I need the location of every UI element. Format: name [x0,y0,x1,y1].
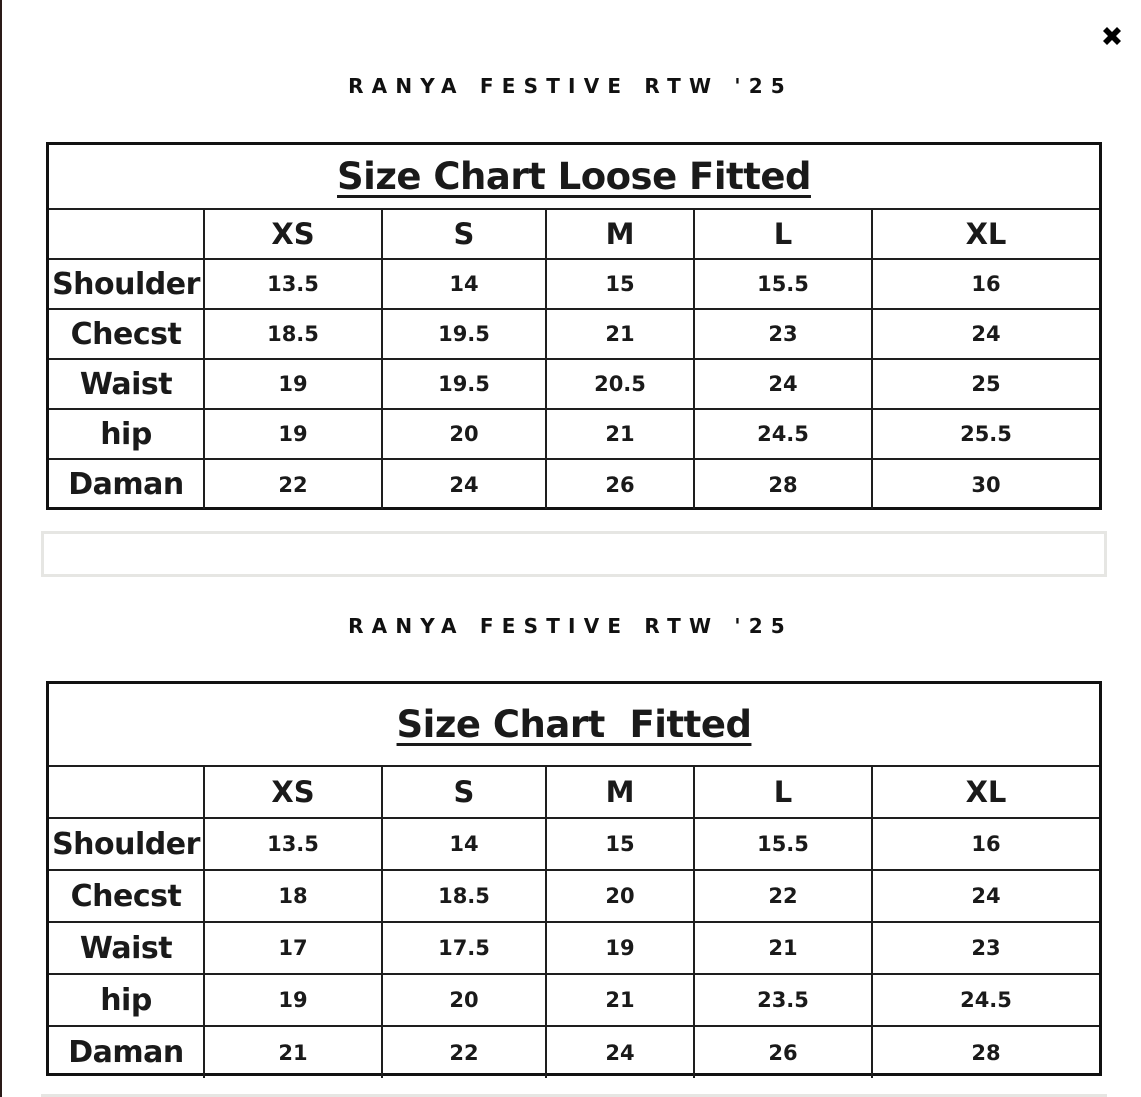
table-row [49,309,1099,359]
row-label: Checst [49,870,204,922]
table-row [49,259,1099,309]
table-row [49,409,1099,459]
cell-value: 23 [872,922,1099,974]
cell-value: 20.5 [546,359,694,409]
cell-value: 25.5 [872,409,1099,459]
size-header: S [382,209,546,259]
table-row [49,359,1099,409]
cell-value: 17 [204,922,382,974]
cell-value: 23 [694,309,872,359]
size-chart-table [49,145,1099,509]
size-header-row [49,766,1099,818]
size-header-row [49,209,1099,259]
cell-value: 21 [204,1026,382,1078]
cell-value: 26 [694,1026,872,1078]
cell-value: 24.5 [872,974,1099,1026]
corner-cell [49,766,204,818]
cell-value: 28 [694,459,872,509]
size-header: XS [204,209,382,259]
cell-value: 13.5 [204,259,382,309]
corner-cell [49,209,204,259]
cell-value: 14 [382,818,546,870]
table-row [49,870,1099,922]
cell-value: 18.5 [204,309,382,359]
cell-value: 16 [872,818,1099,870]
size-header: M [546,766,694,818]
size-header: XL [872,209,1099,259]
cell-value: 30 [872,459,1099,509]
cell-value: 19.5 [382,359,546,409]
chart-title: Size Chart Loose Fitted [49,145,1099,209]
cell-value: 28 [872,1026,1099,1078]
row-label: Waist [49,359,204,409]
size-chart-loose-fitted [46,142,1102,510]
close-icon [1099,23,1125,49]
cell-value: 19 [546,922,694,974]
background-edge [0,0,2,1097]
cell-value: 20 [546,870,694,922]
cell-value: 19 [204,974,382,1026]
row-label: Daman [49,1026,204,1078]
row-label: Waist [49,922,204,974]
empty-panel [41,531,1107,577]
cell-value: 15 [546,818,694,870]
cell-value: 21 [546,974,694,1026]
cell-value: 21 [546,409,694,459]
row-label: hip [49,409,204,459]
table-row [49,818,1099,870]
table-row [49,459,1099,509]
cell-value: 22 [204,459,382,509]
brand-title: RANYA FESTIVE RTW '25 [348,614,793,638]
size-chart-table [49,684,1099,1078]
cell-value: 25 [872,359,1099,409]
cell-value: 21 [694,922,872,974]
row-label: Shoulder [49,259,204,309]
size-chart-fitted [46,681,1102,1076]
table-row [49,1026,1099,1078]
cell-value: 15.5 [694,259,872,309]
cell-value: 22 [382,1026,546,1078]
size-header: S [382,766,546,818]
cell-value: 24 [382,459,546,509]
size-header: XS [204,766,382,818]
cell-value: 26 [546,459,694,509]
cell-value: 17.5 [382,922,546,974]
cell-value: 20 [382,409,546,459]
table-row [49,974,1099,1026]
cell-value: 22 [694,870,872,922]
cell-value: 24 [694,359,872,409]
cell-value: 16 [872,259,1099,309]
cell-value: 14 [382,259,546,309]
cell-value: 24 [872,309,1099,359]
cell-value: 24 [872,870,1099,922]
row-label: Checst [49,309,204,359]
size-header: M [546,209,694,259]
cell-value: 15 [546,259,694,309]
cell-value: 15.5 [694,818,872,870]
brand-title: RANYA FESTIVE RTW '25 [348,74,793,98]
row-label: Shoulder [49,818,204,870]
cell-value: 24.5 [694,409,872,459]
size-header: L [694,209,872,259]
cell-value: 18.5 [382,870,546,922]
cell-value: 23.5 [694,974,872,1026]
close-button[interactable] [1096,20,1128,52]
cell-value: 13.5 [204,818,382,870]
cell-value: 19.5 [382,309,546,359]
table-row [49,922,1099,974]
chart-title: Size Chart Fitted [49,684,1099,766]
cell-value: 18 [204,870,382,922]
cell-value: 19 [204,359,382,409]
row-label: hip [49,974,204,1026]
cell-value: 21 [546,309,694,359]
cell-value: 24 [546,1026,694,1078]
row-label: Daman [49,459,204,509]
size-header: XL [872,766,1099,818]
size-header: L [694,766,872,818]
cell-value: 19 [204,409,382,459]
cell-value: 20 [382,974,546,1026]
